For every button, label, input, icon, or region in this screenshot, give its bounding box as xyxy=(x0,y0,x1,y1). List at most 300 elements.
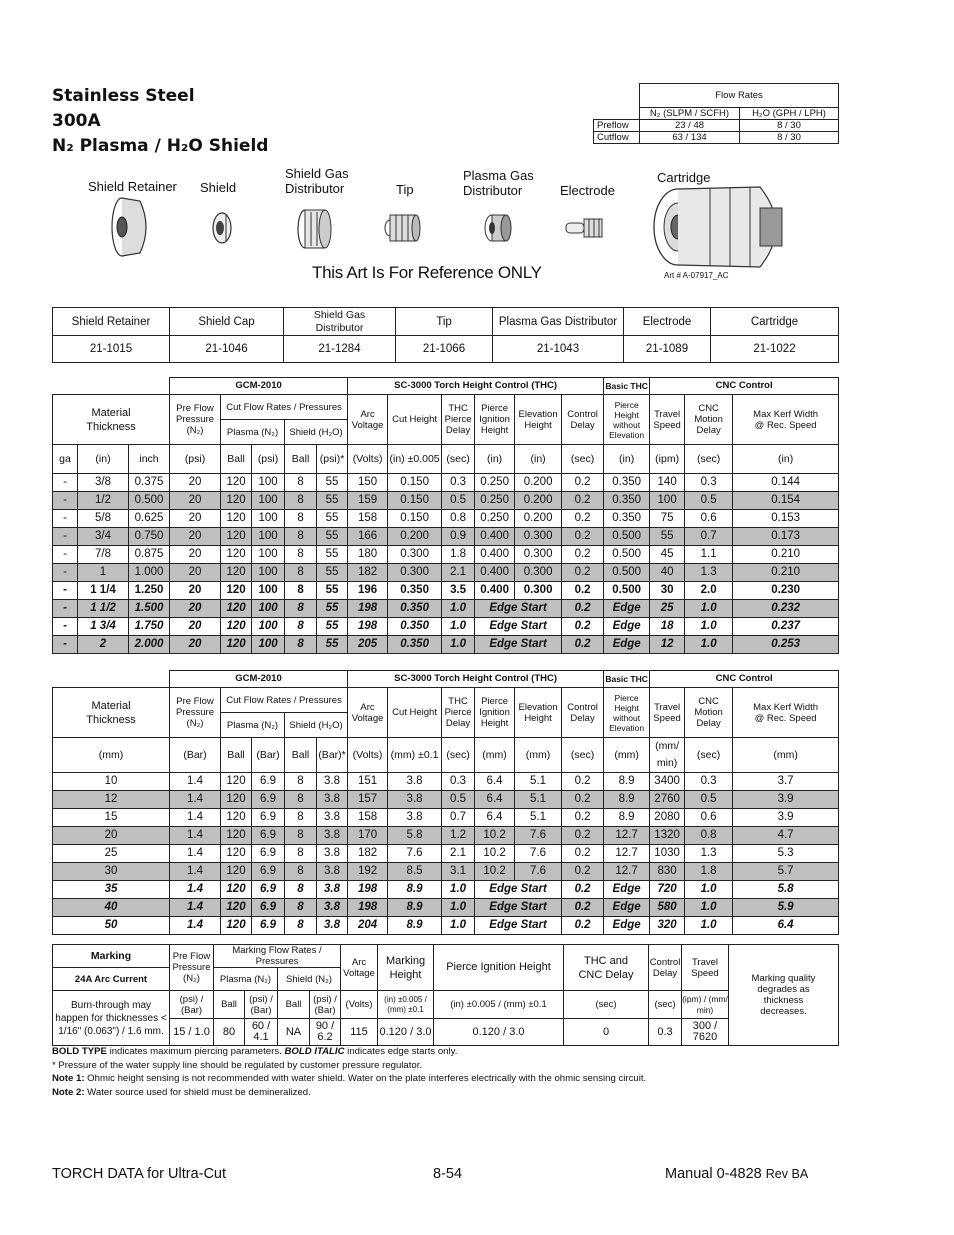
table-cell: 8.9 xyxy=(604,809,650,827)
group-gcm: GCM-2010 xyxy=(170,378,348,395)
table-cell: 0.2 xyxy=(562,510,604,528)
table-cell: 7/8 xyxy=(78,546,129,564)
unit-cell: (mm) ±0.1 xyxy=(388,738,442,773)
marking-pierce: Pierce Ignition Height xyxy=(434,945,564,991)
table-cell: 1.750 xyxy=(129,618,170,636)
table-cell: 6.9 xyxy=(252,809,285,827)
header-preflow: Pre Flow Pressure (N₂) xyxy=(170,395,221,445)
table-cell: 120 xyxy=(221,845,252,863)
table-cell: 120 xyxy=(221,863,252,881)
table-cell: 0.625 xyxy=(129,510,170,528)
table-cell: 3.8 xyxy=(317,845,348,863)
unit-cell: (sec) xyxy=(562,738,604,773)
note-1 xyxy=(52,1072,852,1086)
table-cell: 0.153 xyxy=(733,510,839,528)
table-cell: 198 xyxy=(348,618,388,636)
table-row xyxy=(53,492,839,510)
flow-col-h2o: H₂O (GPH / LPH) xyxy=(740,108,839,120)
table-cell: 120 xyxy=(221,881,252,899)
table-cell: 1320 xyxy=(650,827,685,845)
table-cell: 3.8 xyxy=(317,827,348,845)
note-2-text: Water source used for shield must be demineralized. xyxy=(84,1086,311,1098)
table-cell: 3.8 xyxy=(317,791,348,809)
table-cell: 182 xyxy=(348,564,388,582)
table-row xyxy=(53,564,839,582)
table-cell: 3.8 xyxy=(317,917,348,935)
table-cell: 1.0 xyxy=(442,636,475,654)
marking-plasma: Plasma (N₂) xyxy=(214,968,278,991)
table-cell: 1.0 xyxy=(685,881,733,899)
table-cell: Edge xyxy=(604,618,650,636)
parts-header: Electrode xyxy=(624,308,711,336)
unit-cell: (mm) xyxy=(515,738,562,773)
header-plasma: Plasma (N₂) xyxy=(221,420,285,445)
table-cell: 1.0 xyxy=(442,618,475,636)
header-cut-height: Cut Height xyxy=(388,395,442,445)
parts-header: Tip xyxy=(396,308,493,336)
table-cell: 55 xyxy=(317,546,348,564)
edge-start-cell: Edge Start xyxy=(475,600,562,618)
label-electrode: Electrode xyxy=(560,183,615,198)
marking-quality-note: Marking quality degrades as thickness decreases. xyxy=(729,945,839,1046)
table-cell: 120 xyxy=(221,636,252,654)
table-cell: 0.400 xyxy=(475,582,515,600)
units-row xyxy=(53,445,839,474)
marking-delay: THC and CNC Delay xyxy=(564,945,649,991)
table-cell: 0.2 xyxy=(562,899,604,917)
marking-unit: (in) ±0.005 / (mm) ±0.1 xyxy=(434,991,564,1019)
table-cell: 8 xyxy=(285,474,317,492)
table-cell: 8.9 xyxy=(388,917,442,935)
table-cell: 8 xyxy=(285,636,317,654)
table-cell: 0.400 xyxy=(475,564,515,582)
table-cell: 5.1 xyxy=(515,791,562,809)
table-cell: 120 xyxy=(221,582,252,600)
table-cell: 2.000 xyxy=(129,636,170,654)
part-number: 21-1046 xyxy=(170,336,284,363)
table-cell: 120 xyxy=(221,474,252,492)
table-cell: 0.210 xyxy=(733,564,839,582)
unit-cell: Ball xyxy=(221,738,252,773)
table-cell: 3.8 xyxy=(317,863,348,881)
table-cell: 100 xyxy=(252,582,285,600)
table-cell: 2080 xyxy=(650,809,685,827)
table-cell: 0.2 xyxy=(562,827,604,845)
table-cell: 20 xyxy=(53,827,170,845)
table-cell: 0.2 xyxy=(562,618,604,636)
table-cell: 12 xyxy=(650,636,685,654)
table-cell: - xyxy=(53,636,78,654)
imperial-cut-chart xyxy=(52,377,839,654)
table-cell: 140 xyxy=(650,474,685,492)
table-cell: 100 xyxy=(252,528,285,546)
table-cell: 55 xyxy=(317,510,348,528)
table-cell: 18 xyxy=(650,618,685,636)
marking-preflow: Pre Flow Pressure (N₂) xyxy=(170,945,214,991)
table-cell: 1.1 xyxy=(685,546,733,564)
table-cell: 1.8 xyxy=(685,863,733,881)
marking-value: 0 xyxy=(564,1019,649,1046)
table-cell: 830 xyxy=(650,863,685,881)
header-material: Material Thickness xyxy=(53,395,170,445)
table-cell: 100 xyxy=(252,474,285,492)
table-cell: 6.9 xyxy=(252,899,285,917)
table-cell: 20 xyxy=(170,600,221,618)
table-cell: 20 xyxy=(170,564,221,582)
table-cell: 0.237 xyxy=(733,618,839,636)
table-cell: 0.7 xyxy=(685,528,733,546)
table-cell: 5.1 xyxy=(515,809,562,827)
unit-cell: inch xyxy=(129,445,170,474)
table-cell: 8.9 xyxy=(604,773,650,791)
table-cell: 1.0 xyxy=(685,600,733,618)
table-cell: 0.8 xyxy=(442,510,475,528)
table-row xyxy=(53,899,839,917)
flow-rates-table xyxy=(593,83,839,144)
header-cnc-delay: CNC Motion Delay xyxy=(685,395,733,445)
table-cell: 8 xyxy=(285,773,317,791)
table-cell: 158 xyxy=(348,809,388,827)
table-cell: 120 xyxy=(221,917,252,935)
unit-cell: Ball xyxy=(221,445,252,474)
table-cell: 75 xyxy=(650,510,685,528)
table-cell: 4.7 xyxy=(733,827,839,845)
label-shield: Shield xyxy=(200,180,237,195)
table-cell: 20 xyxy=(170,618,221,636)
table-cell: 0.500 xyxy=(604,582,650,600)
table-cell: 3/4 xyxy=(78,528,129,546)
table-cell: 20 xyxy=(170,474,221,492)
header-preflow: Pre Flow Pressure (N₂) xyxy=(170,688,221,738)
table-cell: 150 xyxy=(348,474,388,492)
table-cell: 1.4 xyxy=(170,881,221,899)
unit-cell: (sec) xyxy=(685,445,733,474)
table-cell: 3.9 xyxy=(733,791,839,809)
table-cell: - xyxy=(53,582,78,600)
marking-value: 80 xyxy=(214,1019,245,1046)
table-row xyxy=(53,791,839,809)
table-cell: 7.6 xyxy=(515,845,562,863)
table-row xyxy=(53,845,839,863)
table-cell: 3.8 xyxy=(317,809,348,827)
table-cell: 12.7 xyxy=(604,845,650,863)
flow-cell: 63 / 134 xyxy=(640,132,740,144)
table-cell: 0.200 xyxy=(515,492,562,510)
table-cell: 1.4 xyxy=(170,827,221,845)
table-cell: 0.144 xyxy=(733,474,839,492)
table-cell: 0.350 xyxy=(604,474,650,492)
table-cell: 1.4 xyxy=(170,791,221,809)
marking-value: 300 / 7620 xyxy=(682,1019,729,1046)
table-cell: 10.2 xyxy=(475,863,515,881)
table-row xyxy=(53,863,839,881)
unit-cell: (in) xyxy=(475,445,515,474)
unit-cell: (Volts) xyxy=(348,738,388,773)
table-cell: 0.9 xyxy=(442,528,475,546)
table-cell: 40 xyxy=(650,564,685,582)
header-travel: Travel Speed xyxy=(650,395,685,445)
table-cell: 3.5 xyxy=(442,582,475,600)
table-cell: 0.2 xyxy=(562,528,604,546)
unit-cell: (sec) xyxy=(442,445,475,474)
table-cell: 1 1/4 xyxy=(78,582,129,600)
table-cell: 25 xyxy=(53,845,170,863)
table-cell: 0.2 xyxy=(562,546,604,564)
table-cell: 120 xyxy=(221,809,252,827)
shield-gas-distributor-image xyxy=(295,206,333,252)
marking-travel: Travel Speed xyxy=(682,945,729,991)
table-cell: 120 xyxy=(221,564,252,582)
label-cartridge: Cartridge xyxy=(657,170,711,185)
units-row xyxy=(53,738,839,773)
marking-value: 0.120 / 3.0 xyxy=(434,1019,564,1046)
table-cell: 6.4 xyxy=(733,917,839,935)
table-cell: 120 xyxy=(221,773,252,791)
table-row xyxy=(53,773,839,791)
table-cell: 1.3 xyxy=(685,845,733,863)
table-cell: 20 xyxy=(170,582,221,600)
unit-cell: (Bar) xyxy=(252,738,285,773)
table-cell: 120 xyxy=(221,827,252,845)
table-cell: 8 xyxy=(285,809,317,827)
marking-unit: (ipm) / (mm/ min) xyxy=(682,991,729,1019)
table-cell: 1.3 xyxy=(685,564,733,582)
bold-type-text: indicates maximum piercing parameters. xyxy=(106,1046,285,1057)
table-cell: 0.232 xyxy=(733,600,839,618)
bold-italic-label: BOLD ITALIC xyxy=(284,1046,345,1057)
table-cell: Edge xyxy=(604,917,650,935)
table-cell: 8 xyxy=(285,917,317,935)
table-cell: 1.0 xyxy=(442,899,475,917)
marking-value: 115 xyxy=(341,1019,378,1046)
edge-start-cell: Edge Start xyxy=(475,881,562,899)
table-cell: 1.0 xyxy=(442,917,475,935)
table-cell: 55 xyxy=(317,582,348,600)
marking-unit: (psi) / (Bar) xyxy=(245,991,278,1019)
table-cell: 120 xyxy=(221,791,252,809)
label-plasma-gas-distributor: Plasma Gas Distributor xyxy=(463,168,534,198)
table-cell: 20 xyxy=(170,546,221,564)
header-travel: Travel Speed xyxy=(650,688,685,738)
table-cell: 12.7 xyxy=(604,827,650,845)
header-shield: Shield (H₂O) xyxy=(285,713,348,738)
table-cell: 1.0 xyxy=(442,600,475,618)
shield-retainer-image xyxy=(100,195,160,260)
footer-left: TORCH DATA for Ultra-Cut xyxy=(52,1166,227,1182)
marking-value: NA xyxy=(278,1019,310,1046)
table-cell: 8 xyxy=(285,863,317,881)
table-cell: 55 xyxy=(317,492,348,510)
metric-cut-chart xyxy=(52,670,839,935)
table-cell: 10.2 xyxy=(475,827,515,845)
table-cell: 0.350 xyxy=(388,618,442,636)
table-cell: 8.9 xyxy=(388,899,442,917)
table-cell: 0.400 xyxy=(475,528,515,546)
table-cell: 0.350 xyxy=(388,636,442,654)
table-row xyxy=(53,917,839,935)
table-cell: 3/8 xyxy=(78,474,129,492)
table-cell: 3.9 xyxy=(733,809,839,827)
table-cell: 0.250 xyxy=(475,474,515,492)
group-cnc: CNC Control xyxy=(650,378,839,395)
table-cell: 0.300 xyxy=(515,546,562,564)
unit-cell: (ipm) xyxy=(650,445,685,474)
table-cell: 5.8 xyxy=(388,827,442,845)
marking-control: Control Delay xyxy=(649,945,682,991)
table-row xyxy=(53,474,839,492)
table-cell: 120 xyxy=(221,546,252,564)
table-cell: 1/2 xyxy=(78,492,129,510)
table-cell: 5/8 xyxy=(78,510,129,528)
header-elevation: Elevation Height xyxy=(515,395,562,445)
table-cell: 8 xyxy=(285,492,317,510)
table-cell: 1.4 xyxy=(170,899,221,917)
unit-cell: (in) xyxy=(604,445,650,474)
marking-value: 90 / 6.2 xyxy=(310,1019,341,1046)
table-cell: 3.8 xyxy=(317,773,348,791)
table-cell: 0.154 xyxy=(733,492,839,510)
part-number: 21-1022 xyxy=(711,336,839,363)
unit-cell: (psi)* xyxy=(317,445,348,474)
table-cell: 6.9 xyxy=(252,791,285,809)
parts-header: Shield Retainer xyxy=(53,308,170,336)
unit-cell: (mm) xyxy=(604,738,650,773)
table-cell: 50 xyxy=(53,917,170,935)
footer-revision: Rev BA xyxy=(765,1167,809,1181)
header-pierce-no-elev: Pierce Height without Elevation xyxy=(604,395,650,445)
table-cell: 0.500 xyxy=(604,528,650,546)
marking-unit: Ball xyxy=(278,991,310,1019)
table-cell: 8 xyxy=(285,618,317,636)
header-arc: Arc Voltage xyxy=(348,395,388,445)
table-cell: 0.200 xyxy=(515,474,562,492)
table-cell: 30 xyxy=(53,863,170,881)
table-cell: 20 xyxy=(170,492,221,510)
note-legend xyxy=(52,1045,852,1059)
header-arc: Arc Voltage xyxy=(348,688,388,738)
group-thc: SC-3000 Torch Height Control (THC) xyxy=(348,671,604,688)
table-cell: 0.3 xyxy=(442,474,475,492)
title-amperage: 300A xyxy=(52,111,101,131)
unit-cell: Ball xyxy=(285,445,317,474)
table-cell: 12 xyxy=(53,791,170,809)
table-cell: 0.6 xyxy=(685,510,733,528)
table-cell: 0.350 xyxy=(388,600,442,618)
table-cell: - xyxy=(53,546,78,564)
table-cell: 1.4 xyxy=(170,845,221,863)
table-cell: 0.3 xyxy=(442,773,475,791)
flow-col-n2: N₂ (SLPM / SCFH) xyxy=(640,108,740,120)
table-cell: 8 xyxy=(285,510,317,528)
table-cell: 0.2 xyxy=(562,636,604,654)
table-cell: 5.9 xyxy=(733,899,839,917)
table-cell: 0.5 xyxy=(442,791,475,809)
table-cell: 1 1/2 xyxy=(78,600,129,618)
table-cell: - xyxy=(53,492,78,510)
table-cell: 7.6 xyxy=(515,863,562,881)
table-cell: 0.375 xyxy=(129,474,170,492)
table-cell: 100 xyxy=(650,492,685,510)
table-cell: 2760 xyxy=(650,791,685,809)
table-cell: 55 xyxy=(317,564,348,582)
table-cell: - xyxy=(53,600,78,618)
unit-cell: (sec) xyxy=(442,738,475,773)
table-cell: 120 xyxy=(221,899,252,917)
marking-height: Marking Height xyxy=(378,945,434,991)
table-cell: 0.253 xyxy=(733,636,839,654)
table-cell: 0.2 xyxy=(562,474,604,492)
flow-cell: 8 / 30 xyxy=(740,132,839,144)
header-elevation: Elevation Height xyxy=(515,688,562,738)
table-cell: 8.5 xyxy=(388,863,442,881)
table-cell: 3.8 xyxy=(388,773,442,791)
group-basic-thc: Basic THC xyxy=(604,671,650,688)
table-cell: 1.4 xyxy=(170,917,221,935)
table-cell: 1030 xyxy=(650,845,685,863)
table-cell: - xyxy=(53,528,78,546)
table-cell: - xyxy=(53,564,78,582)
table-cell: 158 xyxy=(348,510,388,528)
unit-cell: (psi) xyxy=(170,445,221,474)
table-cell: Edge xyxy=(604,636,650,654)
table-cell: 8.9 xyxy=(388,881,442,899)
table-cell: 3400 xyxy=(650,773,685,791)
bold-type-label: BOLD TYPE xyxy=(52,1046,107,1057)
shield-image xyxy=(210,210,236,246)
marking-value: 0.120 / 3.0 xyxy=(378,1019,434,1046)
plasma-gas-distributor-image xyxy=(482,212,514,244)
table-cell: 100 xyxy=(252,600,285,618)
table-cell: 2.1 xyxy=(442,564,475,582)
table-cell: 0.2 xyxy=(562,492,604,510)
table-cell: 6.9 xyxy=(252,827,285,845)
header-pierce-no-elev: Pierce Height without Elevation xyxy=(604,688,650,738)
table-cell: 0.8 xyxy=(685,827,733,845)
unit-cell: (mm/ min) xyxy=(650,738,685,773)
header-pierce: Pierce Ignition Height xyxy=(475,395,515,445)
table-cell: 100 xyxy=(252,510,285,528)
table-cell: 8 xyxy=(285,791,317,809)
unit-cell: (mm) xyxy=(53,738,170,773)
table-cell: 0.5 xyxy=(685,492,733,510)
table-cell: 2.1 xyxy=(442,845,475,863)
marking-unit: (in) ±0.005 / (mm) ±0.1 xyxy=(378,991,434,1019)
table-cell: 1.500 xyxy=(129,600,170,618)
table-row xyxy=(53,881,839,899)
table-cell: 15 xyxy=(53,809,170,827)
part-number: 21-1284 xyxy=(284,336,396,363)
header-kerf: Max Kerf Width @ Rec. Speed xyxy=(733,395,839,445)
table-cell: 0.173 xyxy=(733,528,839,546)
unit-cell: (psi) xyxy=(252,445,285,474)
table-cell: Edge xyxy=(604,881,650,899)
unit-cell: ga xyxy=(53,445,78,474)
flow-row-label: Cutflow xyxy=(594,132,640,144)
marking-unit: (Volts) xyxy=(341,991,378,1019)
marking-current: 24A Arc Current xyxy=(53,968,170,991)
label-shield-retainer: Shield Retainer xyxy=(88,179,177,194)
table-cell: 0.5 xyxy=(685,791,733,809)
table-cell: 25 xyxy=(650,600,685,618)
table-cell: 0.300 xyxy=(515,564,562,582)
table-cell: 0.2 xyxy=(562,791,604,809)
table-cell: 55 xyxy=(317,528,348,546)
title-material: Stainless Steel xyxy=(52,86,195,106)
table-cell: 0.2 xyxy=(562,809,604,827)
note-2-label: Note 2: xyxy=(52,1086,85,1098)
table-cell: 1.0 xyxy=(685,636,733,654)
flow-rates-title: Flow Rates xyxy=(640,84,839,108)
